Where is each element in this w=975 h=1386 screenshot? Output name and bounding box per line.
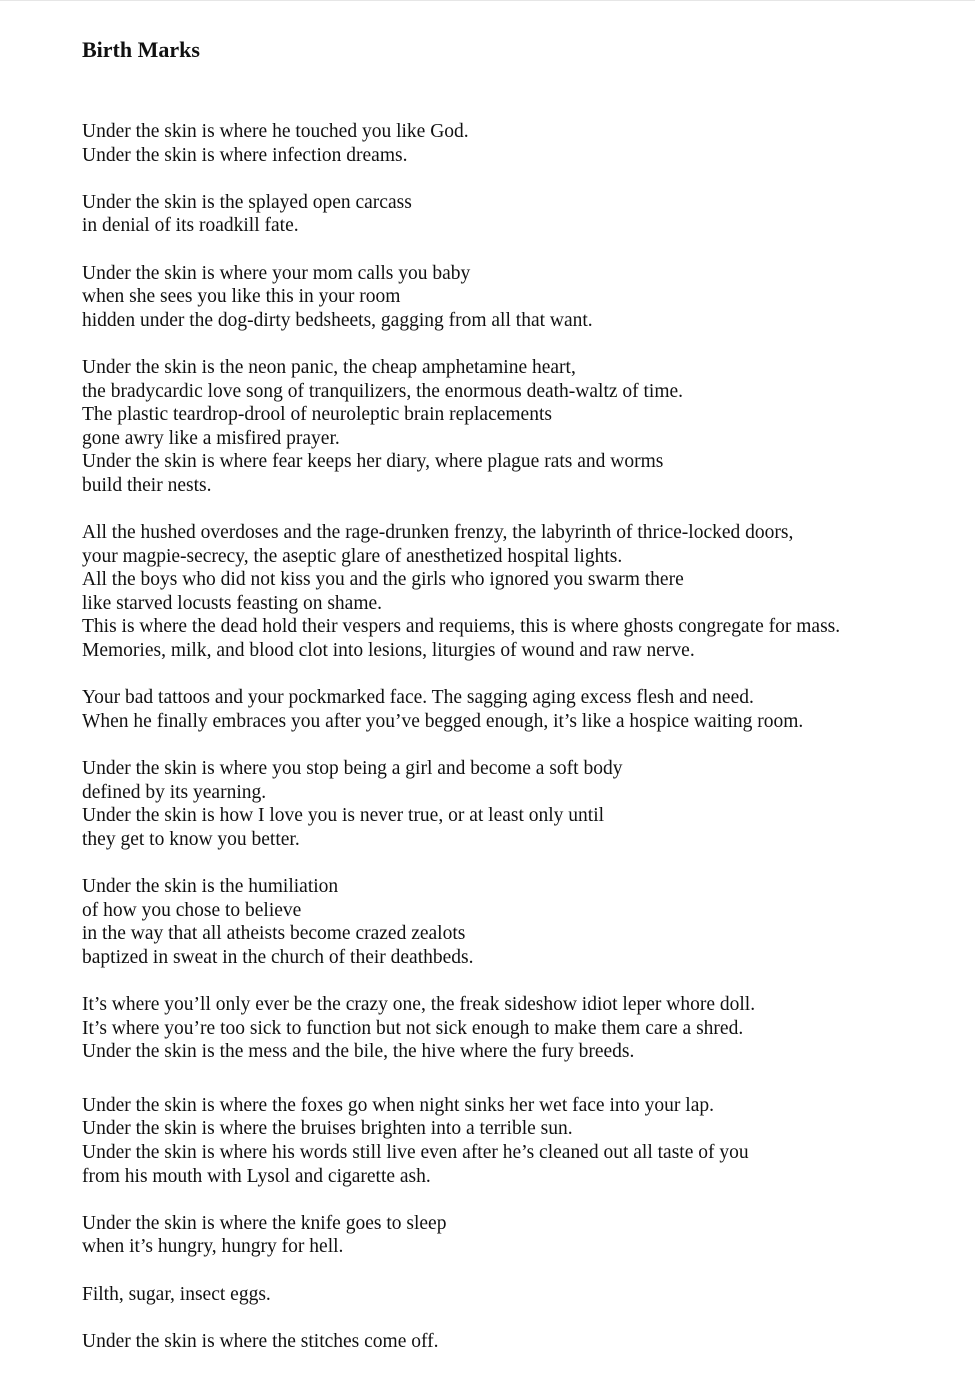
poem-line: It’s where you’re too sick to function but not sick enough to make them care a shred. [82,1017,744,1039]
stanza [82,993,962,1064]
stanza [82,1330,962,1354]
poem-line: All the boys who did not kiss you and the girls who ignored you swarm there [82,569,684,591]
poem-line: This is where the dead hold their vespers and requiems, this is where ghosts congregate for mass. [82,616,841,638]
poem-line: When he finally embraces you after you’ve begged enough, it’s like a hospice waiting room. [82,710,804,732]
stanza [82,875,962,969]
poem-line: Your bad tattoos and your pockmarked face. The sagging aging excess flesh and need. [82,687,754,709]
poem-line: Under the skin is where the knife goes to sleep [82,1212,447,1234]
poem-line: Under the skin is where your mom calls you baby [82,262,471,284]
stanza [82,521,962,663]
poem-line: Under the skin is where you stop being a girl and become a soft body [82,758,623,780]
poem-line: All the hushed overdoses and the rage-drunken frenzy, the labyrinth of thrice-locked doors, [82,522,794,544]
poem-body [82,120,962,1353]
poem-line: in denial of its roadkill fate. [82,215,299,237]
poem-line: Under the skin is the mess and the bile, the hive where the fury breeds. [82,1041,635,1063]
poem-line: Under the skin is where the bruises brighten into a terrible sun. [82,1118,573,1140]
page-top-edge [0,0,975,1]
poem-line: like starved locusts feasting on shame. [82,592,383,614]
poem-line: they get to know you better. [82,828,300,850]
poem-line: the bradycardic love song of tranquilizers, the enormous death-waltz of time. [82,380,684,402]
poem-line: Under the skin is the humiliation [82,876,339,897]
poem-line: in the way that all atheists become crazed zealots [82,923,466,945]
stanza [82,1212,962,1259]
poem-line: baptized in sweat in the church of their deathbeds. [82,946,474,968]
stanza [82,757,962,851]
poem-line: when she sees you like this in your room [82,286,401,308]
poem-line: when it’s hungry, hungry for hell. [82,1236,344,1258]
poem-line: Under the skin is where fear keeps her diary, where plague rats and worms [82,451,664,473]
poem-line: Memories, milk, and blood clot into lesions, liturgies of wound and raw nerve. [82,640,695,662]
poem-line: Filth, sugar, insect eggs. [82,1283,271,1305]
poem-line: Under the skin is how I love you is never true, or at least only until [82,805,605,827]
poem-line: hidden under the dog-dirty bedsheets, gagging from all that want. [82,309,593,331]
stanza [82,191,962,238]
poem-line: build their nests. [82,474,212,496]
poem-line: It’s where you’ll only ever be the crazy one, the freak sideshow idiot leper whore doll. [82,993,756,1015]
poem-line: Under the skin is where the foxes go when night sinks her wet face into your lap. [82,1094,714,1116]
stanza [82,120,962,167]
poem-line: Under the skin is the neon panic, the cheap amphetamine heart, [82,356,576,378]
poem-line: from his mouth with Lysol and cigarette ash. [82,1165,431,1187]
poem-line: your magpie-secrecy, the aseptic glare of anesthetized hospital lights. [82,545,623,567]
stanza [82,686,962,733]
stanza [82,1094,962,1188]
poem-line: Under the skin is the splayed open carcass [82,191,412,213]
poem-line: Under the skin is where infection dreams. [82,144,408,166]
stanza [82,262,962,333]
poem-title: Birth Marks [82,37,200,62]
stanza [82,356,962,498]
poem-line: gone awry like a misfired prayer. [82,427,340,449]
poem-line: Under the skin is where his words still live even after he’s cleaned out all taste of you [82,1141,749,1163]
poem-line: The plastic teardrop-drool of neuroleptic brain replacements [82,404,552,426]
poem-line: Under the skin is where the stitches come off. [82,1330,439,1352]
poem-line: Under the skin is where he touched you like God. [82,121,469,142]
stanza [82,1283,962,1307]
poem-line: defined by its yearning. [82,781,267,803]
poem-line: of how you chose to believe [82,899,302,921]
